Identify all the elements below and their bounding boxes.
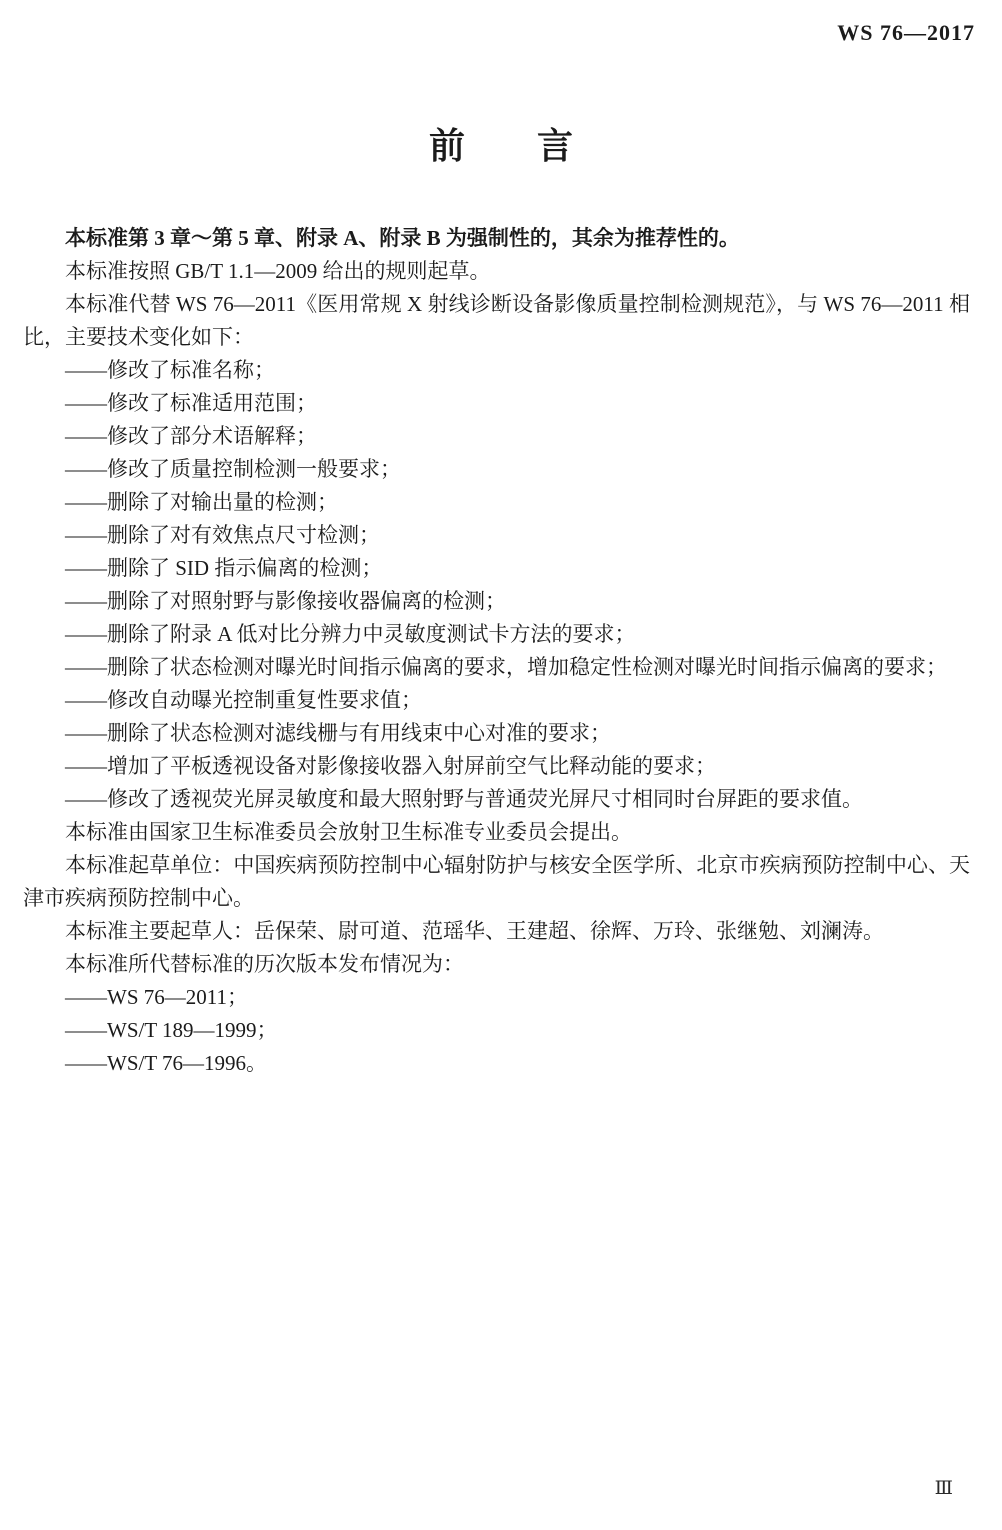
body-line: 津市疾病预防控制中心。 bbox=[23, 886, 254, 910]
change-list-item: ——删除了附录 A 低对比分辨力中灵敏度测试卡方法的要求； bbox=[65, 622, 636, 646]
previous-edition-item: ——WS/T 189—1999； bbox=[65, 1018, 278, 1042]
body-line: 本标准代替 WS 76—2011《医用常规 X 射线诊断设备影像质量控制检测规范》，与 WS 76—2011 相 bbox=[65, 292, 970, 316]
change-list-item: ——修改了质量控制检测一般要求； bbox=[65, 457, 401, 481]
body-line: 本标准第 3 章～第 5 章、附录 A、附录 B 为强制性的，其余为推荐性的。 bbox=[65, 226, 740, 250]
body-line: 本标准起草单位：中国疾病预防控制中心辐射防护与核安全医学所、北京市疾病预防控制中心、天 bbox=[65, 853, 970, 877]
change-list-item: ——删除了 SID 指示偏离的检测； bbox=[65, 556, 383, 580]
body-line: 本标准由国家卫生标准委员会放射卫生标准专业委员会提出。 bbox=[65, 820, 632, 844]
change-list-item: ——增加了平板透视设备对影像接收器入射屏前空气比释动能的要求； bbox=[65, 754, 716, 778]
change-list-item: ——修改了标准适用范围； bbox=[65, 391, 317, 415]
body-line: 本标准主要起草人：岳保荣、尉可道、范瑶华、王建超、徐辉、万玲、张继勉、刘澜涛。 bbox=[65, 919, 884, 943]
previous-edition-item: ——WS 76—2011； bbox=[65, 985, 248, 1009]
body-line: 比，主要技术变化如下： bbox=[23, 325, 254, 349]
body-line: 本标准按照 GB/T 1.1—2009 给出的规则起草。 bbox=[65, 259, 491, 283]
page-number: Ⅲ bbox=[934, 1478, 953, 1499]
previous-edition-item: ——WS/T 76—1996。 bbox=[65, 1051, 268, 1075]
change-list-item: ——删除了状态检测对滤线栅与有用线束中心对准的要求； bbox=[65, 721, 611, 745]
change-list-item: ——修改了部分术语解释； bbox=[65, 424, 317, 448]
change-list-item: ——修改了透视荧光屏灵敏度和最大照射野与普通荧光屏尺寸相同时台屏距的要求值。 bbox=[65, 787, 863, 811]
body-line: 本标准所代替标准的历次版本发布情况为： bbox=[65, 952, 464, 976]
doc-number-header: WS 76—2017 bbox=[837, 20, 975, 45]
page-title: 前 言 bbox=[428, 126, 573, 166]
change-list-item: ——删除了对有效焦点尺寸检测； bbox=[65, 523, 380, 547]
change-list-item: ——删除了对照射野与影像接收器偏离的检测； bbox=[65, 589, 506, 613]
change-list-item: ——修改自动曝光控制重复性要求值； bbox=[65, 688, 422, 712]
change-list-item: ——删除了对输出量的检测； bbox=[65, 490, 338, 514]
foreword-body bbox=[23, 222, 970, 1080]
change-list-item: ——修改了标准名称； bbox=[65, 358, 275, 382]
change-list-item: ——删除了状态检测对曝光时间指示偏离的要求，增加稳定性检测对曝光时间指示偏离的要求； bbox=[65, 655, 947, 679]
